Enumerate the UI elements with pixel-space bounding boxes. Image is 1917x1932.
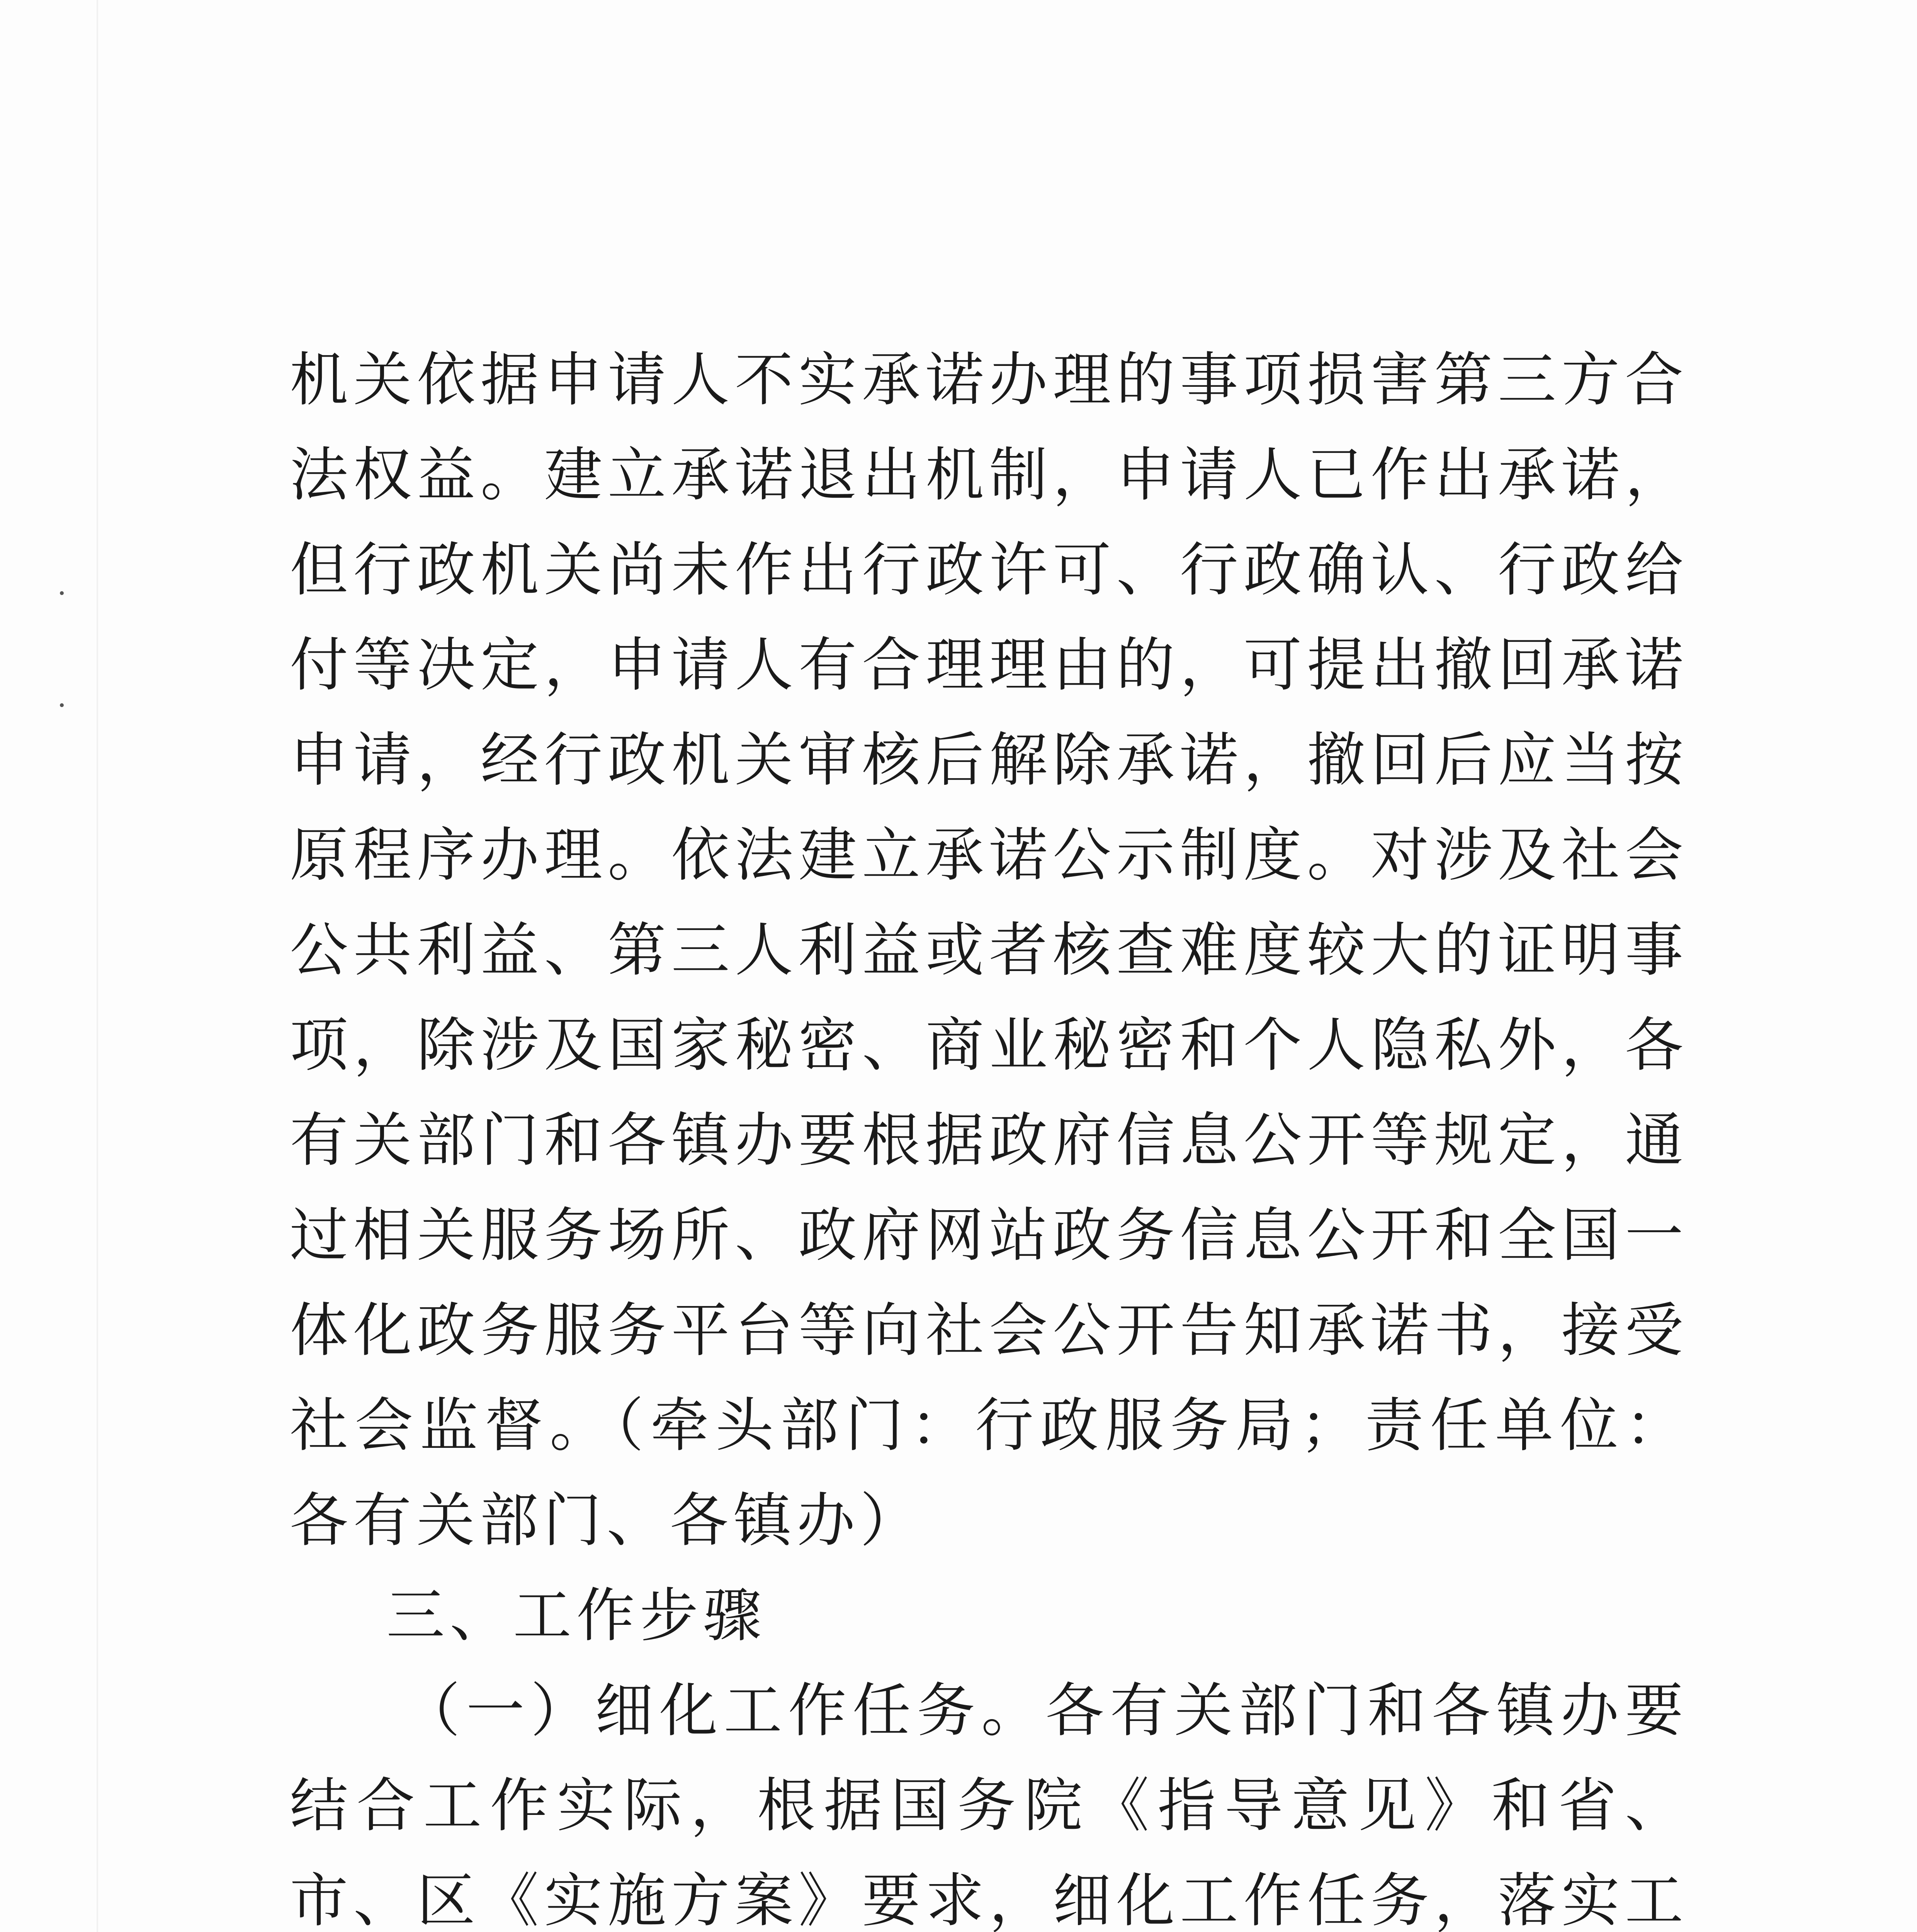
document-body xyxy=(290,332,1688,1932)
binding-mark xyxy=(60,591,64,595)
step-paragraph-1: （一）细化工作任务。各有关部门和各镇办要结合工作实际，根据国务院《指导意见》和省、市、区《实施方案》要求，细化工作任务，落实工 xyxy=(290,1677,1688,1932)
binding-mark xyxy=(60,703,64,707)
section-heading: 三、工作步骤 xyxy=(386,1582,767,1650)
page-edge-line xyxy=(97,0,98,1932)
body-paragraph: 机关依据申请人不实承诺办理的事项损害第三方合法权益。建立承诺退出机制，申请人已作出承诺，但行政机关尚未作出行政许可、行政确认、行政给付等决定，申请人有合理理由的，可提出撤回承诺申请，经行政机关审核后解除承诺，撤回后应当按原程序办理。依法建立承诺公示制度。对涉及社会公共利益、第三人利益或者核查难度较大的证明事项，除涉及国家秘密、商业秘密和个人隐私外，各有关部门和各镇办要根据政府信息公开等规定，通过相关服务场所、政府网站政务信息公开和全国一体化政务服务平台等向社会公开告知承诺书，接受社会监督。（牵头部门：行政服务局；责任单位：各有关部门、各镇办） xyxy=(290,346,1688,1554)
